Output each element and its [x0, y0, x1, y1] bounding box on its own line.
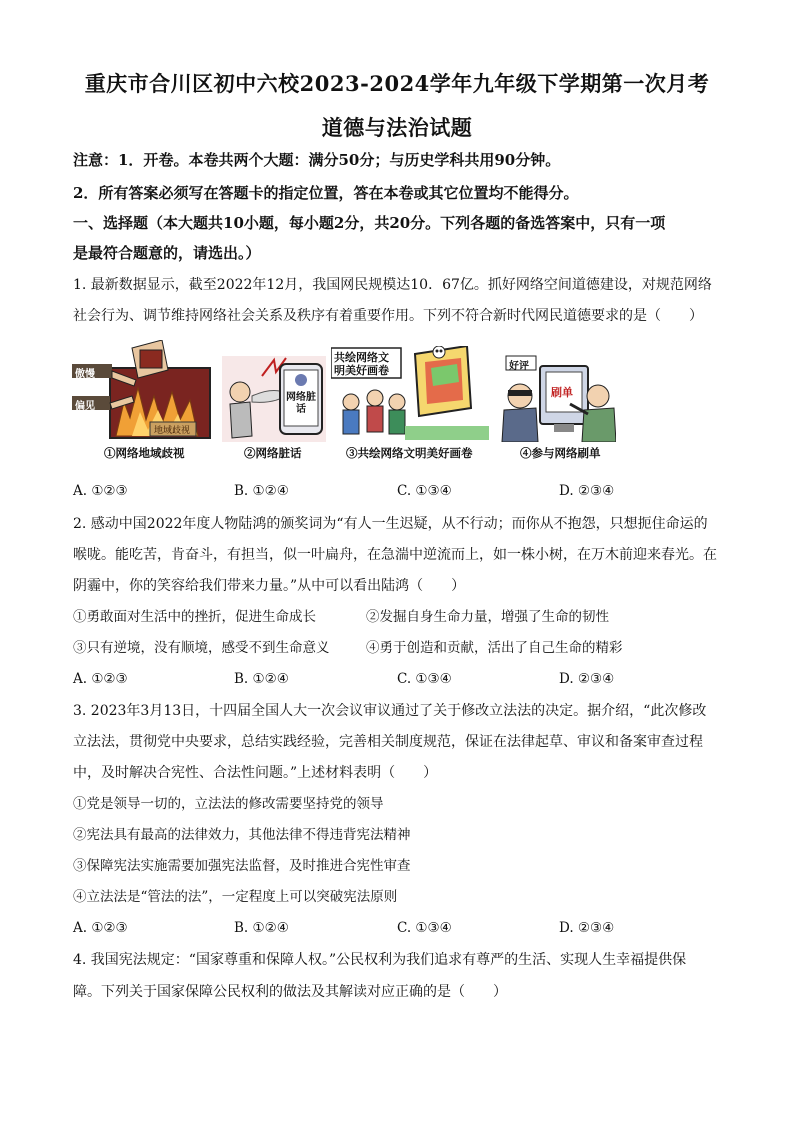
q2-statement-1: ①勇敢面对生活中的挫折，促进生命成长: [73, 609, 316, 625]
q3-statement-1: ①党是领导一切的，立法法的修改需要坚持党的领导: [73, 796, 384, 812]
cartoon-regional-discrimination: [72, 340, 214, 442]
q1-option-a: A. ①②③: [73, 483, 128, 499]
q3-stem-line-3: 中，及时解决合宪性、合法性问题。”上述材料表明（ ）: [73, 765, 438, 781]
cartoon-civilized-network: [331, 346, 489, 442]
screen-text-profanity: 网络脏话: [286, 392, 316, 415]
q3-statement-4: ④立法法是“管法的法”，一定程度上可以突破宪法原则: [73, 889, 398, 905]
q1-stem-line-2: 社会行为、调节维持网络社会关系及秩序有着重要作用。下列不符合新时代网民道德要求的是（ ）: [73, 308, 703, 324]
q3-option-a: A. ①②③: [73, 920, 128, 936]
q2-statement-4: ④勇于创造和贡献，活出了自己生命的精彩: [366, 640, 623, 656]
cartoon-fake-orders: [500, 352, 616, 442]
banner-line-1: 共绘网络文: [334, 351, 389, 364]
q3-statement-2: ②宪法具有最高的法律效力，其他法律不得违背宪法精神: [73, 827, 411, 843]
screen-text-fake-orders: 刷单: [551, 386, 573, 399]
q1-option-b: B. ①②④: [234, 483, 289, 499]
section-heading-line-2: 是最符合题意的，请选出。）: [73, 244, 261, 262]
q3-statement-3: ③保障宪法实施需要加强宪法监督，及时推进合宪性审查: [73, 858, 411, 874]
sign-regional-discrimination: 地域歧视: [154, 426, 191, 436]
q3-option-c: C. ①③④: [397, 920, 452, 936]
q2-option-d: D. ②③④: [559, 671, 615, 687]
q3-option-b: B. ①②④: [234, 920, 289, 936]
q2-statement-2: ②发掘自身生命力量，增强了生命的韧性: [366, 609, 609, 625]
note-2: 2．所有答案必须写在答题卡的指定位置，答在本卷或其它位置均不能得分。: [73, 184, 579, 202]
q3-stem-line-1: 3. 2023年3月13日，十四届全国人大一次会议审议通过了关于修改立法法的决定。据介绍，“此次修改: [73, 703, 707, 719]
q4-stem-line-1: 4. 我国宪法规定：“国家尊重和保障人权。”公民权利为我们追求有尊严的生活、实现人生幸福提供保: [73, 952, 687, 968]
q2-option-c: C. ①③④: [397, 671, 452, 687]
q2-stem-line-3: 阴霾中，你的笑容给我们带来力量。”从中可以看出陆鸿（ ）: [73, 578, 466, 594]
q3-stem-line-2: 立法法，贯彻党中央要求，总结实践经验，完善相关制度规范，保证在法律起草、审议和备案审查过程: [73, 734, 703, 750]
section-heading-line-1: 一、选择题（本大题共10小题，每小题2分，共20分。下列各题的备选答案中，只有一项: [73, 214, 666, 232]
sign-good-review: 好评: [509, 361, 529, 372]
cartoon-online-profanity: [222, 356, 326, 442]
caption-2: ②网络脏话: [244, 446, 302, 460]
label-arrogance: 傲慢: [75, 369, 95, 380]
caption-1: ①网络地域歧视: [104, 446, 185, 460]
q2-option-b: B. ①②④: [234, 671, 289, 687]
q1-option-d: D. ②③④: [559, 483, 615, 499]
q3-option-d: D. ②③④: [559, 920, 615, 936]
q2-option-a: A. ①②③: [73, 671, 128, 687]
note-1: 注意：1．开卷。本卷共两个大题：满分50分；与历史学科共用90分钟。: [73, 151, 561, 169]
exam-title: 重庆市合川区初中六校2023-2024学年九年级下学期第一次月考: [84, 71, 710, 96]
q1-option-c: C. ①③④: [397, 483, 452, 499]
q2-statement-3: ③只有逆境，没有顺境，感受不到生命意义: [73, 640, 330, 656]
label-prejudice: 偏见: [75, 401, 95, 412]
q2-stem-line-1: 2. 感动中国2022年度人物陆鸿的颁奖词为“有人一生迟疑，从不行动；而你从不抱怨，只想扼住命运的: [73, 516, 708, 532]
caption-3: ③共绘网络文明美好画卷: [346, 446, 473, 460]
banner-line-2: 明美好画卷: [334, 364, 389, 377]
exam-subtitle: 道德与法治试题: [321, 115, 473, 140]
caption-4: ④参与网络刷单: [520, 446, 601, 460]
q4-stem-line-2: 障。下列关于国家保障公民权利的做法及其解读对应正确的是（ ）: [73, 984, 507, 1000]
q2-stem-line-2: 喉咙。能吃苦，肯奋斗，有担当，似一叶扁舟，在急湍中逆流而上，如一株小树，在万木前迎来春光。在: [73, 547, 717, 563]
q1-stem-line-1: 1. 最新数据显示，截至2022年12月，我国网民规模达10．67亿。抓好网络空间道德建设，对规范网络: [73, 277, 712, 293]
